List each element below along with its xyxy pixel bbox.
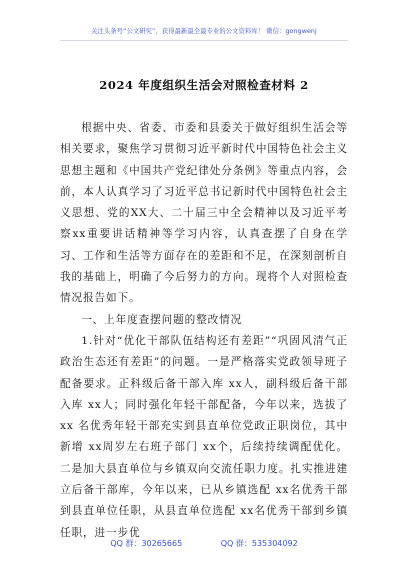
promo-header: 关注头条号“公文研究”，获得最新最全最专业的公文资料库！ 微信：gongwenj	[91, 28, 317, 35]
intro-paragraph: 根据中央、省委、市委和县委关于做好组织生活会等相关要求，聚焦学习贯彻习近平新时代中国特色社会主义思想主题和《中国共产党纪律处分条例》等重点内容，会前，本人认真学习了习近平总书记新时代中国特色社会主义思想、党的XX大、二十届三中全会精神以及习近平考察xx重要讲话精神等学习内容，认真查摆了自身在学习、工作和生活等方面存在的差距和不足，在深刻剖析自我的基础上，明确了今后努力的方向。现将个人对照检查情况报告如下。	[60, 122, 348, 305]
section-heading: 一、上年度查摆问题的整改情况	[81, 313, 243, 326]
contact-footer	[0, 538, 408, 549]
body-paragraph: 1.针对“优化干部队伍结构还有差距”“巩固风清气正政治生态还有差距”的问题。一是严格落实党政领导班子配备要求。正科级后备干部入库 xx人，副科级后备干部入库 xx人；同时强化年轻干部配备，今年以来，选拔了 xx 名优秀年轻干部充实到县直单位党政正职岗位，其中新增 xx周岁左右班子部门 xx个，后续持续调配优化。二是加大县直单位与乡镇双向交流任职力度。扎实推进建立后备干部库，今年以来，已从乡镇选配 xx名优秀干部到县直单位任职，从县直单位选配 xx名优秀干部到乡镇任职，进一步优	[60, 334, 348, 539]
qq-group-2: QQ 群：535304092	[220, 539, 298, 548]
document-body	[60, 118, 348, 544]
header-divider	[60, 40, 348, 41]
document-title: 2024 年度组织生活会对照检查材料 2	[99, 78, 309, 92]
qq-group-1: QQ 群：30265665	[110, 539, 183, 548]
